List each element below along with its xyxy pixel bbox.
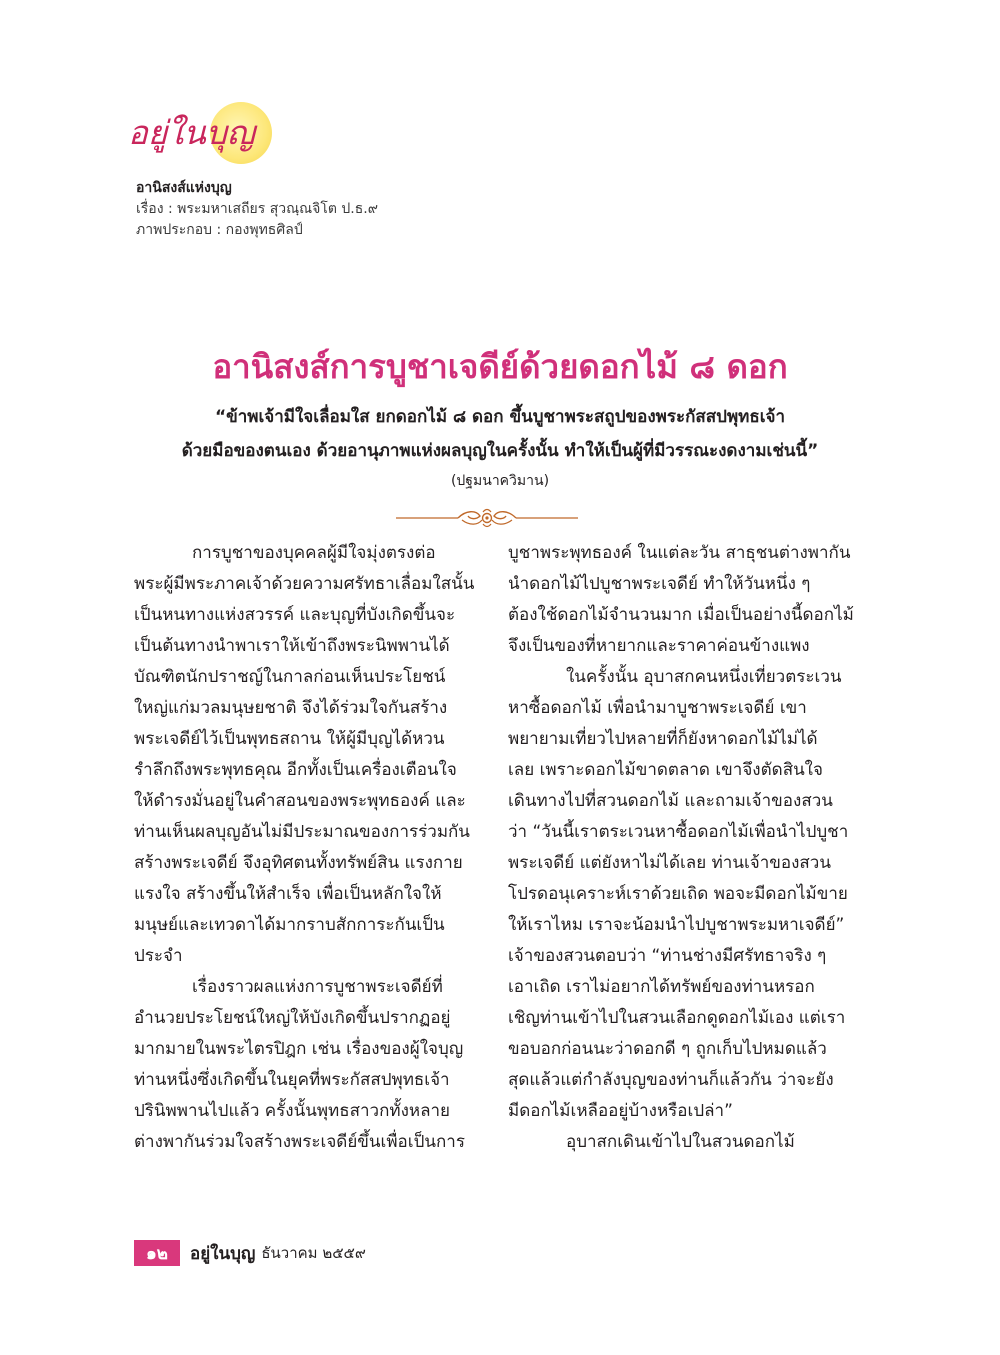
- text-line: เป็นหนทางแห่งสวรรค์ และบุญที่บังเกิดขึ้นจะ: [134, 605, 456, 625]
- text-line: พระเจดีย์ไว้เป็นพุทธสถาน ให้ผู้มีบุญได้หวน: [134, 729, 445, 749]
- quote-source: (ปฐมนาควิมาน): [450, 473, 550, 489]
- page-footer: [134, 1240, 366, 1266]
- text-line: เจ้าของสวนตอบว่า “ท่านช่างมีศรัทธาจริง ๆ: [508, 946, 827, 966]
- text-line: แรงใจ สร้างขึ้นให้สำเร็จ เพื่อเป็นหลักใจให้: [134, 884, 442, 904]
- quote-line: “ข้าพเจ้ามีใจเลื่อมใส ยกดอกไม้ ๘ ดอก ขึ้นบูชาพระสถูปของพระกัสสปพุทธเจ้า: [214, 407, 786, 427]
- text-line: เดินทางไปที่สวนดอกไม้ และถามเจ้าของสวน: [508, 791, 833, 811]
- text-line: บูชาพระพุทธองค์ ในแต่ละวัน สาธุชนต่างพากัน: [508, 543, 851, 563]
- text-line: สร้างพระเจดีย์ จึงอุทิศตนทั้งทรัพย์สิน แรงกาย: [134, 853, 463, 873]
- text-line: ท่านเห็นผลบุญอันไม่มีประมาณของการร่วมกัน: [134, 822, 470, 842]
- issue-date: ธันวาคม ๒๕๕๙: [261, 1244, 366, 1262]
- text-line: มีดอกไม้เหลืออยู่บ้างหรือเปล่า”: [508, 1101, 733, 1121]
- quote-line: ด้วยมือของตนเอง ด้วยอานุภาพแห่งผลบุญในครั้งนั้น ทำให้เป็นผู้ที่มีวรรณะงดงามเช่นนี้”: [181, 441, 819, 461]
- text-line: เป็นต้นทางนำพาเราให้เข้าถึงพระนิพพานได้: [134, 636, 450, 656]
- ornament-divider-icon: [396, 507, 578, 529]
- text-line: พยายามเที่ยวไปหลายที่ก็ยังหาดอกไม้ไม่ได้: [508, 729, 818, 749]
- magazine-name: อยู่ในบุญ: [190, 1243, 256, 1264]
- text-line: นำดอกไม้ไปบูชาพระเจดีย์ ทำให้วันหนึ่ง ๆ: [508, 574, 811, 594]
- text-line: การบูชาของบุคคลผู้มีใจมุ่งตรงต่อ: [192, 543, 436, 563]
- text-line: มากมายในพระไตรปิฎก เช่น เรื่องของผู้ใจบุญ: [134, 1039, 464, 1059]
- right-column: [508, 538, 854, 1158]
- text-line: เอาเถิด เราไม่อยากได้ทรัพย์ของท่านหรอก: [508, 977, 815, 997]
- illustrator-line: ภาพประกอบ : กองพุทธศิลป์: [136, 222, 303, 238]
- text-line: ในครั้งนั้น อุบาสกคนหนึ่งเที่ยวตระเวน: [566, 667, 842, 687]
- page-number-badge: ๑๒: [134, 1240, 180, 1266]
- text-line: รำลึกถึงพระพุทธคุณ อีกทั้งเป็นเครื่องเตือนใจ: [134, 760, 457, 780]
- text-line: หาซื้อดอกไม้ เพื่อนำมาบูชาพระเจดีย์ เขา: [508, 698, 807, 718]
- text-line: ให้เราไหม เราจะน้อมนำไปบูชาพระมหาเจดีย์”: [508, 915, 845, 935]
- text-line: อำนวยประโยชน์ใหญ่ให้บังเกิดขึ้นปรากฏอยู่: [134, 1008, 451, 1028]
- text-line: ท่านหนึ่งซึ่งเกิดขึ้นในยุคที่พระกัสสปพุทธเจ้า: [134, 1070, 450, 1090]
- text-line: ต้องใช้ดอกไม้จำนวนมาก เมื่อเป็นอย่างนี้ดอกไม้: [508, 605, 854, 625]
- text-line: มนุษย์และเทวดาได้มากราบสักการะกันเป็น: [134, 915, 445, 935]
- text-line: โปรดอนุเคราะห์เราด้วยเถิด พอจะมีดอกไม้ขาย: [508, 884, 848, 904]
- text-line: สุดแล้วแต่กำลังบุญของท่านก็แล้วกัน ว่าจะยัง: [508, 1070, 834, 1090]
- text-line: บัณฑิตนักปราชญ์ในกาลก่อนเห็นประโยชน์: [134, 667, 446, 687]
- text-line: ว่า “วันนี้เราตระเวนหาซื้อดอกไม้เพื่อนำไปบูชา: [508, 822, 849, 842]
- text-line: พระผู้มีพระภาคเจ้าด้วยความศรัทธาเลื่อมใสนั้น: [134, 574, 475, 594]
- text-line: อุบาสกเดินเข้าไปในสวนดอกไม้: [566, 1132, 795, 1152]
- section-name: อานิสงส์แห่งบุญ: [136, 180, 232, 196]
- text-line: พระเจดีย์ แต่ยังหาไม่ได้เลย ท่านเจ้าของสวน: [508, 853, 831, 873]
- text-line: ให้ดำรงมั่นอยู่ในคำสอนของพระพุทธองค์ และ: [134, 791, 466, 811]
- magazine-logo: [128, 100, 268, 166]
- logo-text: อยู่ในบุญ: [128, 113, 255, 152]
- text-line: ปรินิพพานไปแล้ว ครั้งนั้นพุทธสาวกทั้งหลาย: [134, 1101, 451, 1121]
- article-credits: [136, 178, 378, 241]
- text-line: จึงเป็นของที่หายากและราคาค่อนข้างแพง: [508, 636, 810, 656]
- text-line: เชิญท่านเข้าไปในสวนเลือกดูดอกไม้เอง แต่เรา: [508, 1008, 846, 1028]
- author-line: เรื่อง : พระมหาเสถียร สุวณฺณจิโต ป.ธ.๙: [136, 201, 378, 217]
- text-line: ใหญ่แก่มวลมนุษยชาติ จึงได้ร่วมใจกันสร้าง: [134, 698, 448, 718]
- text-line: เรื่องราวผลแห่งการบูชาพระเจดีย์ที่: [192, 977, 443, 997]
- text-line: ต่างพากันร่วมใจสร้างพระเจดีย์ขึ้นเพื่อเป็นการ: [134, 1132, 465, 1152]
- article-title: อานิสงส์การบูชาเจดีย์ด้วยดอกไม้ ๘ ดอก: [212, 347, 788, 386]
- left-column: [134, 538, 474, 1158]
- text-line: ขอบอกก่อนนะว่าดอกดี ๆ ถูกเก็บไปหมดแล้ว: [508, 1039, 827, 1059]
- text-line: ประจำ: [134, 946, 183, 966]
- opening-quote: [120, 400, 880, 468]
- text-line: เลย เพราะดอกไม้ขาดตลาด เขาจึงตัดสินใจ: [508, 760, 823, 780]
